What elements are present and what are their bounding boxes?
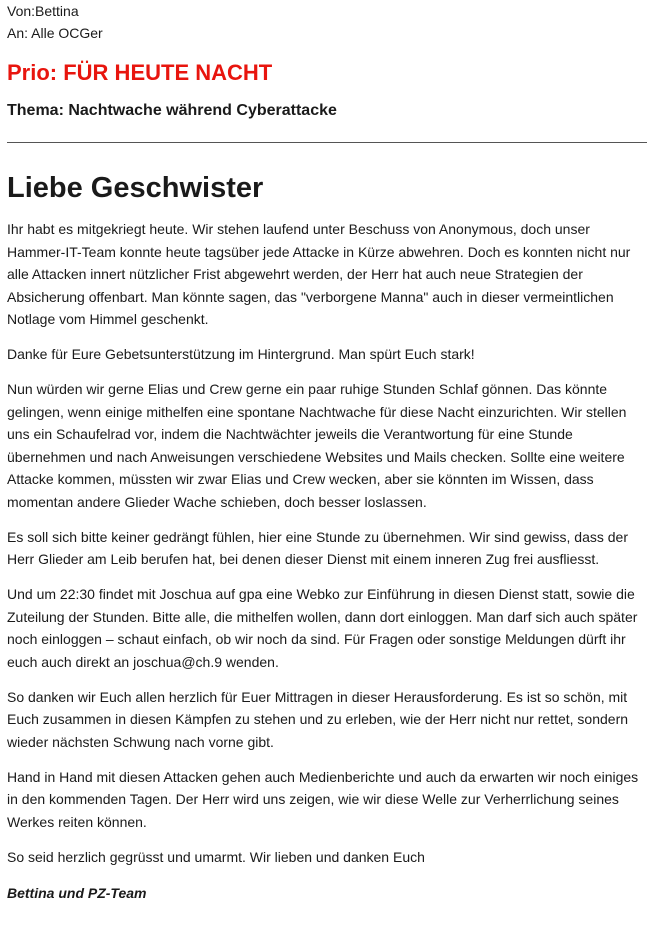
body-paragraph: Danke für Eure Gebetsunterstützung im Hintergrund. Man spürt Euch stark!	[7, 346, 475, 362]
priority-heading: Prio: FÜR HEUTE NACHT	[7, 60, 273, 85]
closing-paragraph: So seid herzlich gegrüsst und umarmt. Wir lieben und danken Euch	[7, 848, 425, 865]
body-paragraph: Und um 22:30 findet mit Joschua auf gpa eine Webko zur Einführung in diesen Dienst statt, sowie die Zuteilung der Stunden. Bitte alle, die mithelfen wollen, dann dort einloggen. Man darf sich auch später noch einloggen – schaut einfach, ob wir noch da sind. Für Fragen oder sonstige Meldungen dürft ihr euch auch direkt an joschua@ch.9 wenden.	[7, 586, 638, 670]
signature: Bettina und PZ-Team	[7, 885, 147, 901]
body-paragraph: Nun würden wir gerne Elias und Crew gerne ein paar ruhige Stunden Schlaf gönnen. Das könnte gelingen, wenn einige mithelfen eine spontane Nachtwache für diese Nacht einzurichten. Wir stellen uns ein Schaufelrad vor, indem die Nachtwächter jeweils die Verantwortung für eine Stunde übernehmen und nach Anweisungen verschiedene Websites und Mails checken. Sollte eine weitere Attacke kommen, müssten wir zwar Elias und Crew wecken, aber sie könnten im Wissen, dass momentan andere Glieder Wache schieben, doch besser loslassen.	[7, 381, 627, 510]
sender-line: Von:Bettina	[7, 3, 79, 19]
body-paragraph: Ihr habt es mitgekriegt heute. Wir stehen laufend unter Beschuss von Anonymous, doch unser Hammer-IT-Team konnte heute tagsüber jede Attacke in Kürze abwehren. Doch es konnten nicht nur alle Attacken innert nützlicher Frist abgewehrt werden, der Herr hat auch neue Strategien der Absicherung offenbart. Man könnte sagen, das "verborgene Manna" auch in dieser vermeintlichen Notlage vom Himmel geschenkt.	[7, 221, 631, 327]
body-paragraph: Hand in Hand mit diesen Attacken gehen auch Medienberichte und auch da erwarten wir noch einiges in den kommenden Tagen. Der Herr wird uns zeigen, wie wir diese Welle zur Verherrlichung seines Werkes reiten können.	[7, 768, 639, 830]
greeting-heading: Liebe Geschwister	[7, 172, 264, 204]
body-paragraph: Es soll sich bitte keiner gedrängt fühlen, hier eine Stunde zu übernehmen. Wir sind gewiss, dass der Herr Glieder am Leib berufen hat, bei denen dieser Dienst mit einem inneren Zug frei ausfliesst.	[7, 528, 629, 567]
subject-heading: Thema: Nachtwache während Cyberattacke	[7, 102, 337, 119]
recipient-line: An: Alle OCGer	[7, 25, 103, 41]
header-divider	[7, 142, 647, 143]
body-paragraph: So danken wir Euch allen herzlich für Euer Mittragen in dieser Herausforderung. Es ist so schön, mit Euch zusammen in diesen Kämpfen zu stehen und zu erleben, wie der Herr nicht nur rettet, sondern wieder nächsten Schwung nach vorne gibt.	[7, 688, 629, 750]
